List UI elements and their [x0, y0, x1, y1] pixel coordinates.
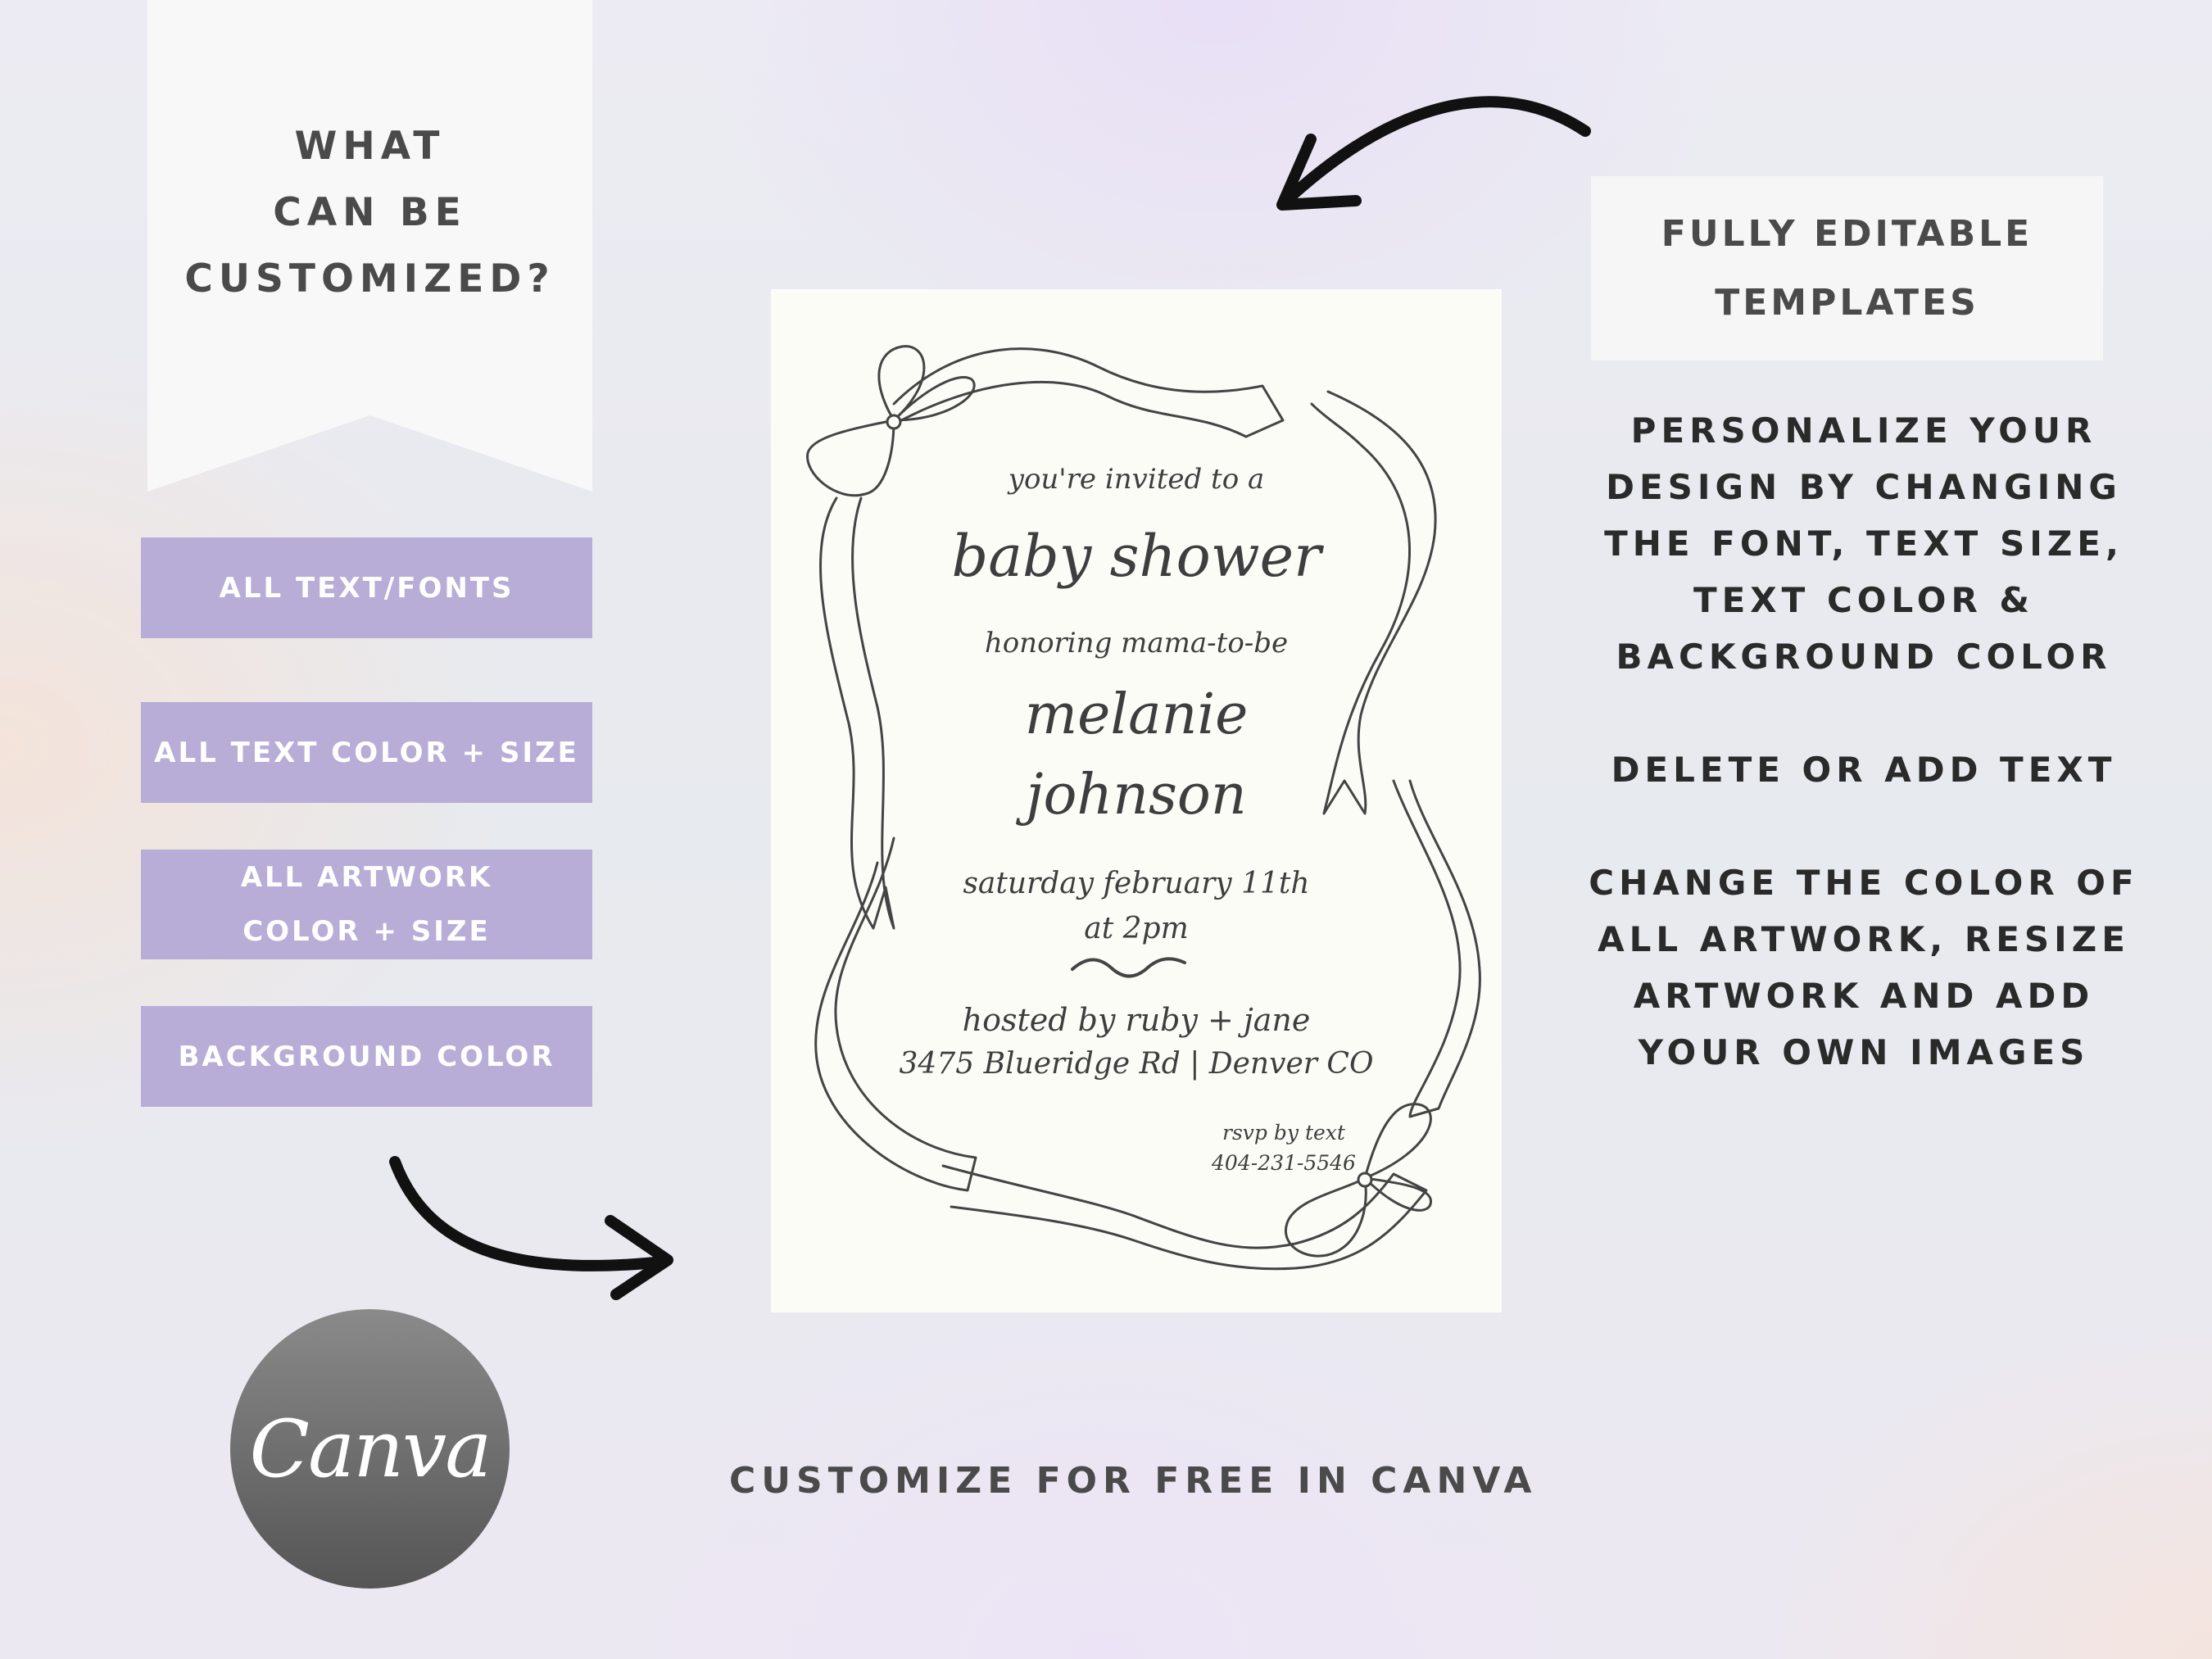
- banner-title-line: CUSTOMIZED?: [184, 256, 555, 301]
- invitation-last-name: johnson: [1026, 763, 1247, 827]
- artwork-paragraph: [1573, 854, 2155, 1081]
- fully-editable-box: [1591, 176, 2103, 360]
- delete-add-paragraph: [1573, 741, 2155, 798]
- option-label: COLOR + SIZE: [243, 915, 491, 948]
- paragraph-line: BACKGROUND COLOR: [1616, 637, 2112, 677]
- arrow-to-invitation-icon: [395, 1162, 668, 1294]
- paragraph-line: TEXT COLOR &: [1693, 580, 2035, 620]
- canva-logo: [230, 1309, 510, 1589]
- paragraph-line: THE FONT, TEXT SIZE,: [1604, 524, 2124, 564]
- fully-editable-line: TEMPLATES: [1715, 281, 1979, 324]
- option-label: ALL TEXT/FONTS: [219, 571, 514, 605]
- paragraph-line: DESIGN BY CHANGING: [1606, 467, 2122, 507]
- paragraph-line: DELETE OR ADD TEXT: [1611, 750, 2117, 790]
- paragraph-line: ARTWORK AND ADD: [1633, 976, 2095, 1016]
- customize-cta: CUSTOMIZE FOR FREE IN CANVA: [729, 1460, 1538, 1502]
- invitation-card: [771, 289, 1502, 1312]
- fully-editable-line: FULLY EDITABLE: [1661, 212, 2033, 255]
- personalize-paragraph: [1573, 402, 2155, 685]
- paragraph-line: CHANGE THE COLOR OF: [1589, 863, 2139, 903]
- invitation-hosted: hosted by ruby + jane: [962, 1002, 1311, 1038]
- banner-title-line: WHAT: [294, 124, 446, 169]
- paragraph-line: ALL ARTWORK, RESIZE: [1598, 919, 2130, 959]
- invitation-intro: you're invited to a: [1008, 463, 1265, 496]
- invitation-event: baby shower: [951, 523, 1321, 590]
- invitation-phone: 404-231-5546: [1212, 1151, 1356, 1175]
- invitation-first-name: melanie: [1024, 682, 1249, 747]
- banner-title-line: CAN BE: [273, 190, 467, 235]
- paragraph-line: PERSONALIZE YOUR: [1630, 410, 2097, 451]
- option-label: ALL TEXT COLOR + SIZE: [154, 736, 579, 769]
- paragraph-line: YOUR OWN IMAGES: [1638, 1032, 2090, 1072]
- invitation-time: at 2pm: [1084, 912, 1189, 945]
- canva-logo-text: Canva: [249, 1403, 491, 1495]
- arrow-to-card-icon: [1282, 102, 1585, 205]
- invitation-date: saturday february 11th: [963, 867, 1310, 900]
- option-label: BACKGROUND COLOR: [178, 1040, 555, 1073]
- invitation-honoring: honoring mama-to-be: [984, 627, 1289, 660]
- invitation-address: 3475 Blueridge Rd | Denver CO: [899, 1047, 1374, 1081]
- option-label: ALL ARTWORK: [240, 861, 493, 894]
- invitation-rsvp: rsvp by text: [1222, 1121, 1345, 1145]
